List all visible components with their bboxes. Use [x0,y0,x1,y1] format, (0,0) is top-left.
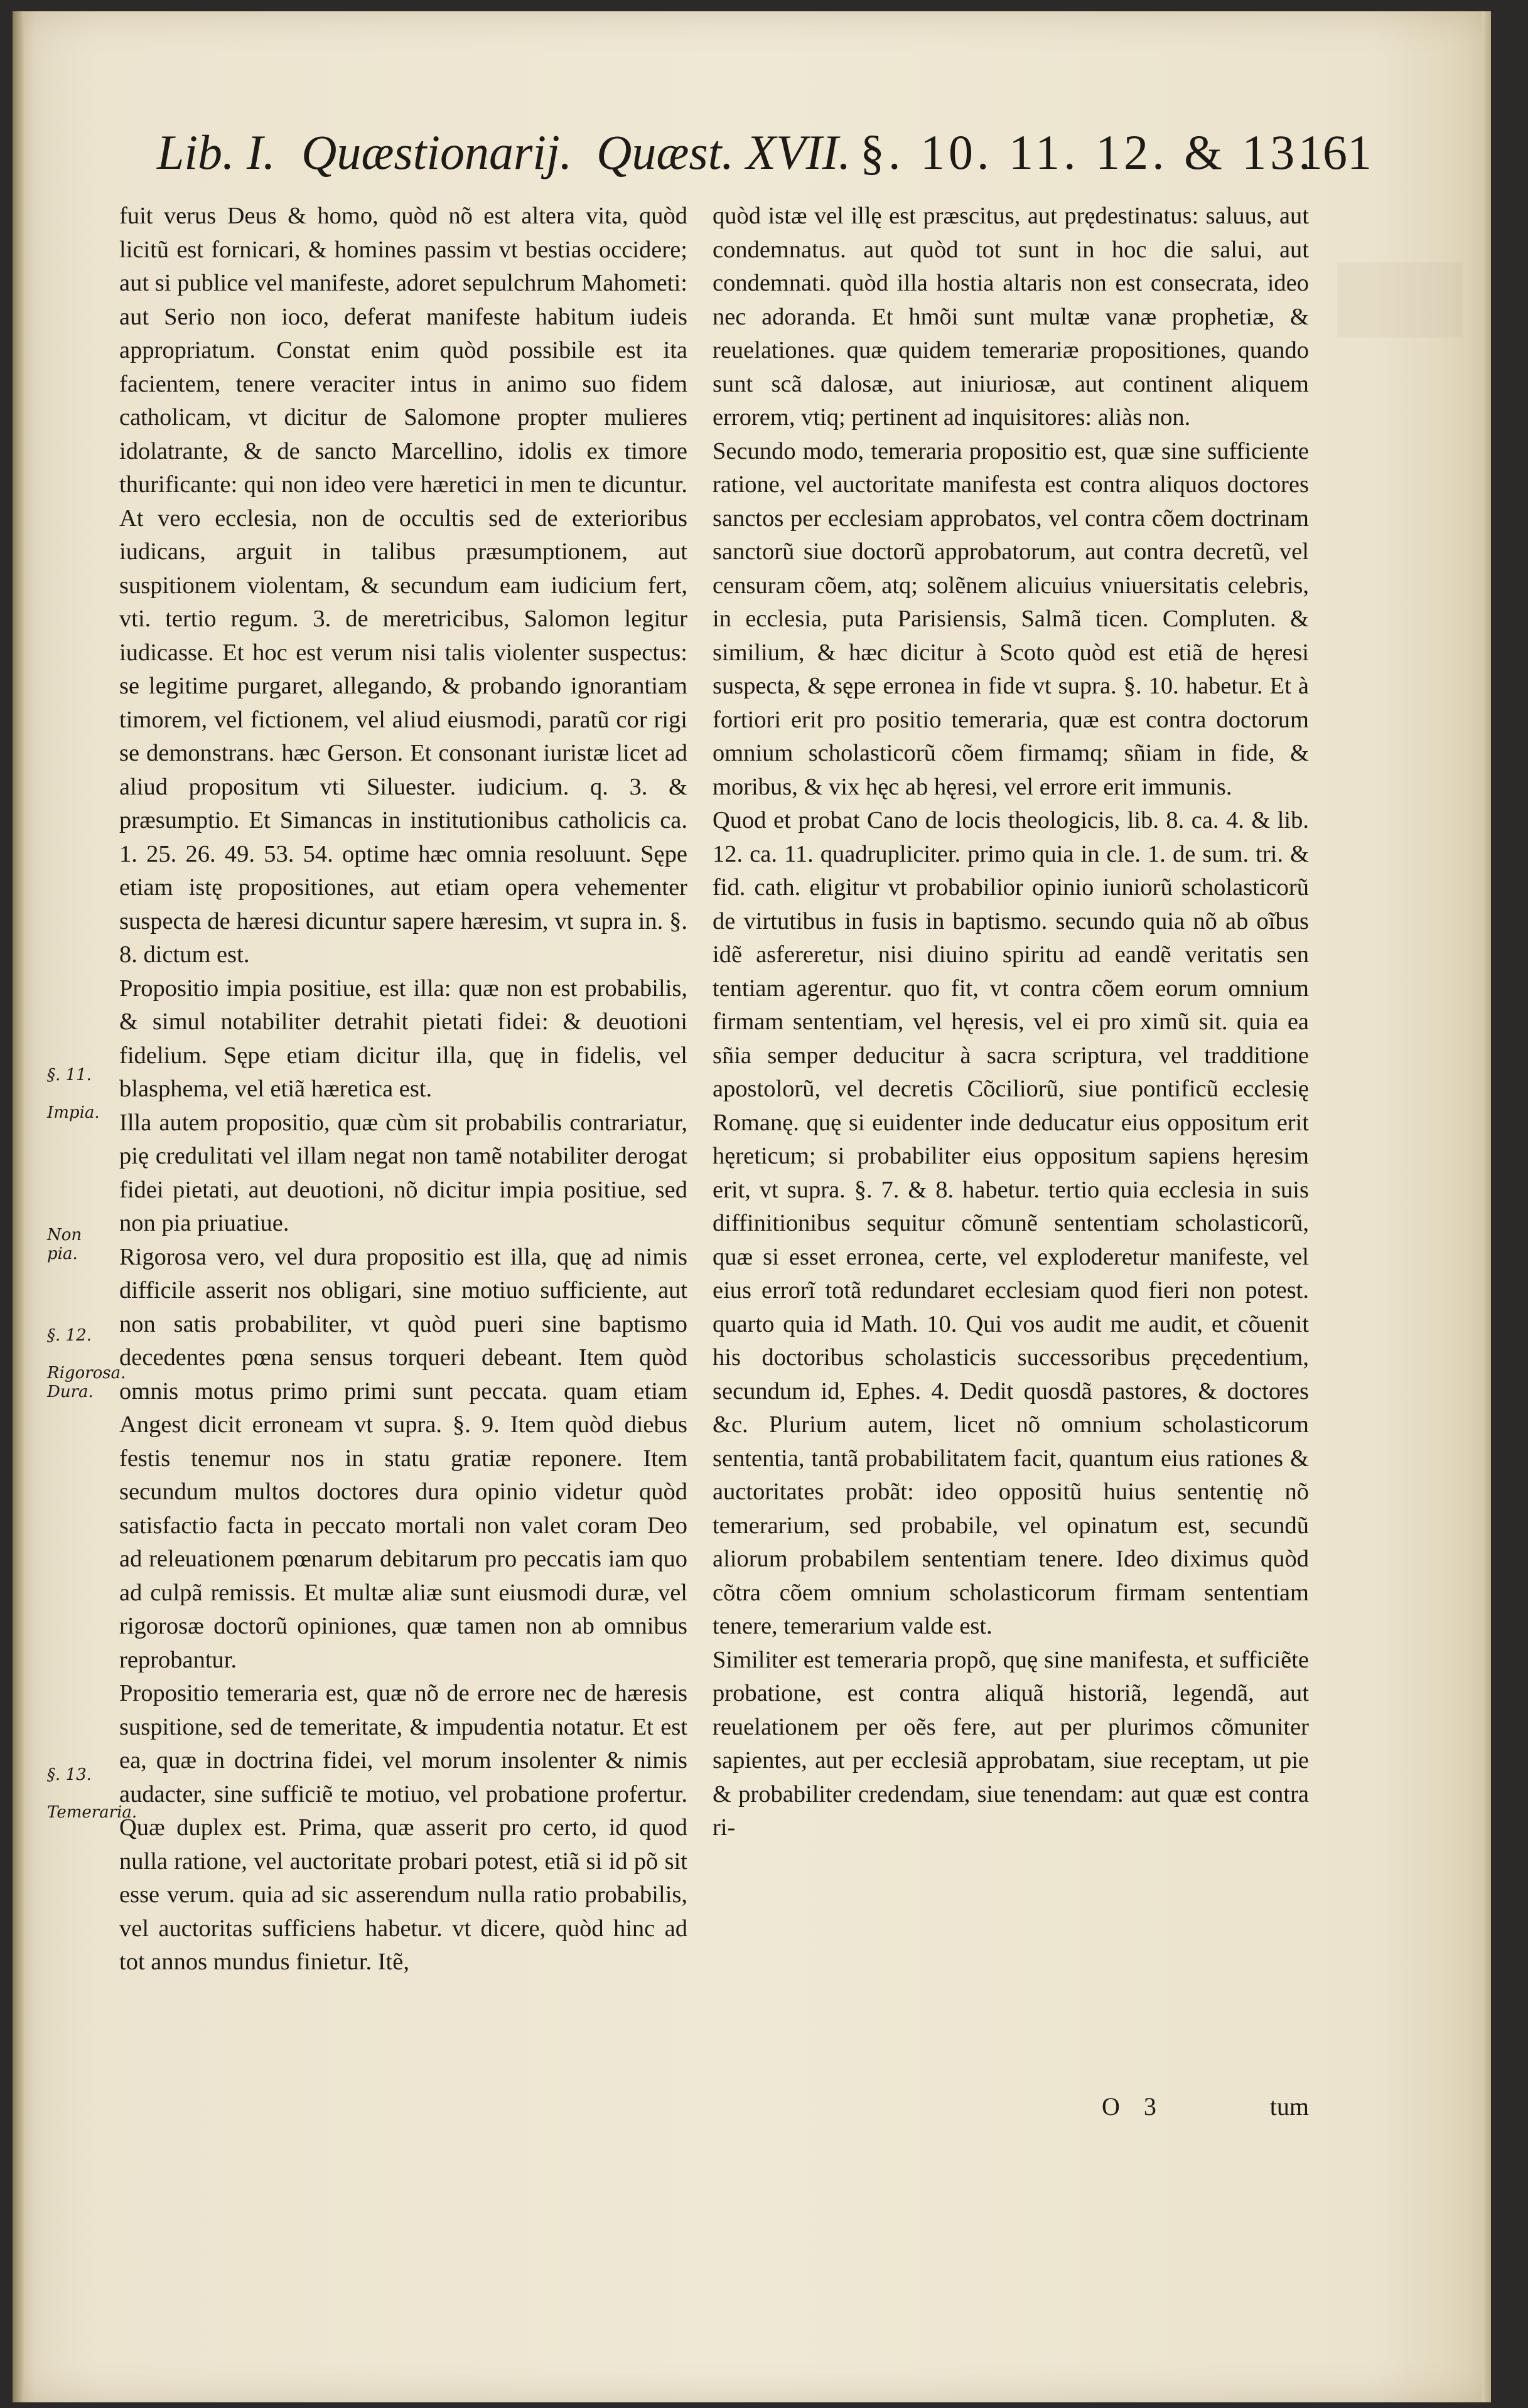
header-sections: §. 10. 11. 12. & 13. [860,125,1315,179]
signature-mark: O 3 [1102,2092,1165,2121]
show-through-marginalia [1337,262,1463,338]
header-lib: Lib. I. [157,125,276,179]
margin-note-label: Rigorosa. Dura. [47,1364,126,1401]
right-text-column: quòd istæ vel illę est præscitus, aut prędestinatus: saluus, aut condemnatus. aut quòd tot sunt in hoc die salui, aut condemnati. quòd illa hostia altaris non est consecrata, ideo nec adoranda. Et hmõi sunt multæ vanæ prophetiæ, & reuelationes. quæ quidem temerariæ propositiones, quando sunt scã dalosæ, aut iniuriosæ, aut continent aliquem errorem, vtiq; pertinent ad inquisitores: aliàs non. Secundo modo, temeraria propositio est, quæ sine sufficiente ratione, vel auctoritate manifesta est contra aliquos doctores sanctos per ecclesiam approbatos, vel contra cõem doctrinam sanctorũ siue doctorũ approbatorum, aut contra decretũ, vel censuram cõem, atq; solẽnem alicuius vniuersitatis celebris, in ecclesia, puta Parisiensis, Salmã ticen. Compluten. & similium, & hæc dicitur à Scoto quòd est etiã de hęresi suspecta, & sępe erronea in fide vt supra. §. 10. habetur. Et à fortiori erit pro positio temeraria, quæ est contra doctorum omnium scholasticorũ cõem firmamq; sñiam in fide, & moribus, & vix hęc ab hęresi, vel errore erit immunis. Quod et probat Cano de locis theologicis, lib. 8. ca. 4. & lib. 12. ca. 11. quadrupliciter. primo quia in cle. 1. de sum. tri. & fid. cath. eligitur vt probabilior opinio iuniorũ scholasticorũ de virtutibus in fusis in baptismo. secundo quia nõ ab oĩbus idẽ asfereretur, nisi diuino spiritu ad eandẽ veritatis sen tentiam agerentur. quo fit, vt contra cõem eorum omnium firmam sententiam, vel hęresis, vel ei pro ximũ sit. quia ea sñia semper deducitur à sacra scriptura, vel tradditione apostolorũ, vel decretis Cõciliorũ, siue pontificũ ecclesię Romanę. quę si euidenter inde deducatur eius oppositum erit hęreticum; si probabiliter eius oppositum sapiens hęresim erit, vt supra. §. 7. & 8. habetur. tertio quia ecclesia in suis diffinitionibus sequitur cõmunẽ sententiam scholasticorũ, quæ si esset erronea, certe, vel exploderetur manifeste, vel eius errorĩ totã redundaret ecclesiam quod fieri non potest. quarto quia id Math. 10. Qui vos audit me audit, et cõuenit his doctoribus scholasticis successoribus pręcedentium, secundum id, Ephes. 4. Dedit quosdã pastores, & doctores &c. Plurium autem, licet nõ omnium scholasticorum sententia, tantã probabilitatem facit, quantum eius rationes & auctoritates probãt: ideo oppositũ huius sententię nõ temerarium, sed probabile, vel opinatum est, secundũ aliorum probabilem sententiam tenere. Ideo diximus quòd cõtra cõem omnium scholasticorum firmam sententiam tenere, temerarium valde est. Similiter est temeraria propõ, quę sine manifesta, et sufficiẽte probatione, est contra aliquã historiã, legendã, aut reuelationem per oẽs fere, aut per plurimos cõmuniter sapientes, aut per ecclesiã approbatam, siue receptam, ut pie & probabiliter credendam, siue tenendam: aut quæ est contra ri- [713,203,1309,1841]
margin-note-impia [47,1047,100,1141]
margin-note-non-pia [47,1207,116,1282]
running-header [157,124,1372,193]
margin-note-temeraria [47,1747,137,1841]
margin-note-label: Impia. [47,1103,100,1122]
margin-note-label: Non pia. [47,1226,82,1263]
page-edge [1482,11,1491,2402]
catchword: tum [1269,2092,1309,2121]
page-gutter [13,11,24,2402]
margin-note-label: Temeraria. [47,1803,137,1822]
margin-note-rigorosa [47,1307,126,1420]
book-page [13,11,1491,2402]
margin-note-section: §. 12. [47,1326,92,1345]
margin-note-section: §. 13. [47,1765,92,1784]
left-text-column: fuit verus Deus & homo, quòd nõ est altera vita, quòd licitũ est fornicari, & homines passim vt bestias occidere; aut si publice vel manifeste, adoret sepulchrum Mahometi: aut Serio non ioco, deferat manifeste habitum iudeis appropriatum. Constat enim quòd possibile est ita facientem, tenere veraciter intus in animo suo fidem catholicam, vt dicitur de Salomone propter mulieres idolatrante, & de sancto Marcellino, idolis ex timore thurificante: qui non ideo vere hæretici in men te dicuntur. At vero ecclesia, non de occultis sed de exterioribus iudicans, arguit in talibus præsumptionem, aut suspitionem violentam, & secundum eam iudicium fert, vti. tertio regum. 3. de meretricibus, Salomon legitur iudicasse. Et hoc est verum nisi talis violenter suspectus: se legitime purgaret, allegando, & probando ignorantiam timorem, vel fictionem, vel aliud eiusmodi, paratũ cor rigi se demonstrans. hæc Gerson. Et consonant iuristæ licet ad aliud propositum vti Siluester. iudicium. q. 3. & præsumptio. Et Simancas in institutionibus catholicis ca. 1. 25. 26. 49. 53. 54. optime hæc omnia resoluunt. Sępe etiam istę propositiones, aut etiam opera vehementer suspecta de hæresi dicuntur sapere hæresim, vt supra in. §. 8. dictum est. Propositio impia positiue, est illa: quæ non est probabilis, & simul notabiliter detrahit pietati fidei: & deuotioni fidelium. Sępe etiam dicitur illa, quę in fidelis, vel blasphema, vel etiã hæretica est. Illa autem propositio, quæ cùm sit probabilis contrariatur, pię credulitati vel illam negat non tamẽ notabiliter derogat fidei pietati, aut deuotioni, nõ dicitur impia positiue, sed non pia priuatiue. Rigorosa vero, vel dura propositio est illa, quę ad nimis difficile asserit nos obligari, sine motiuo sufficiente, aut non satis probabiliter, vt quòd pueri sine baptismo decedentes pœna sensus torqueri debeant. Item quòd omnis motus primo primi sunt peccata. quam etiam Angest dicit erroneam vt supra. §. 9. Item quòd diebus festis tenemur nos in statu gratiæ reponere. Item secundum multos doctores dura opinio videtur quòd satisfactio facta in peccato mortali non valet coram Deo ad releuationem pœnarum debitarum pro peccatis iam quo ad culpã remissis. Et multæ aliæ sunt eiusmodi duræ, vel rigorosæ doctorũ opiniones, quæ tamen non ab omnibus reprobantur. Propositio temeraria est, quæ nõ de errore nec de hæresis suspitione, sed de temeritate, & impudentia notatur. Et est ea, quæ in doctrina fidei, vel morum insolenter & nimis audacter, sine sufficiẽ te motiuo, vel probatione profertur. Quæ duplex est. Prima, quæ asserit pro certo, id quod nulla ratione, vel auctoritate probari potest, etiã si id põ sit esse verum. quia ad sic asserendum nulla ratio probabilis, vel auctoritas sufficiens habetur. vt dicere, quòd hinc ad tot annos mundus finietur. Itẽ, [119,203,687,1975]
page-number: 161 [1298,125,1372,179]
margin-note-section: §. 11. [47,1066,92,1084]
header-quaestionarij: Quæstionarij. [301,125,573,179]
header-quaestio: Quæst. XVII. [596,125,851,179]
page-footer [713,2092,1309,2129]
